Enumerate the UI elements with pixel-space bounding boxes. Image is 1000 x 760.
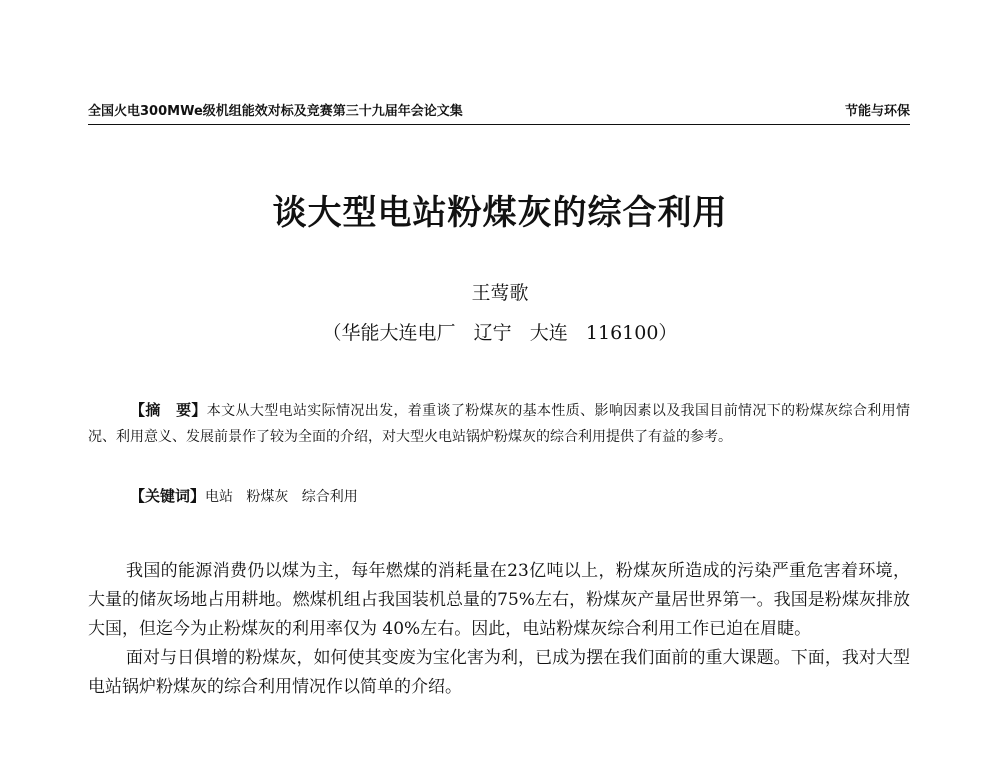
section-name: 节能与环保: [844, 104, 910, 119]
body-paragraph-1: 我国的能源消费仍以煤为主，每年燃煤的消耗量在23亿吨以上，粉煤灰所造成的污染严重危害着环境，大量的储灰场地占用耕地。燃煤机组占我国装机总量的75%左右，粉煤灰产量居世界第一。我国是粉煤灰排放大国，但迄今为止粉煤灰的利用率仅为 40%左右。因此，电站粉煤灰综合利用工作已迫在眉睫。: [88, 561, 910, 639]
abstract-label: 【摘 要】: [130, 401, 207, 419]
abstract-block: [88, 397, 910, 450]
author-affiliation: （华能大连电厂 辽宁 大连 116100）: [322, 322, 678, 344]
keywords-text: 电站 粉煤灰 综合利用: [205, 489, 358, 505]
running-header: [88, 102, 910, 125]
keywords-block: [130, 483, 358, 510]
paper-title: 谈大型电站粉煤灰的综合利用: [272, 193, 728, 233]
journal-title: 全国火电300MWe级机组能效对标及竞赛第三十九届年会论文集: [88, 104, 463, 119]
author-name: 王莺歌: [471, 282, 529, 304]
abstract-text: 本文从大型电站实际情况出发，着重谈了粉煤灰的基本性质、影响因素以及我国目前情况下的粉煤灰综合利用情况、利用意义、发展前景作了较为全面的介绍，对大型火电站锅炉粉煤灰的综合利用提供了有益的参考。: [88, 403, 910, 445]
body-text: [88, 557, 910, 702]
keywords-label: 【关键词】: [130, 487, 206, 505]
body-paragraph-2: 面对与日俱增的粉煤灰，如何使其变废为宝化害为利，已成为摆在我们面前的重大课题。下面，我对大型电站锅炉粉煤灰的综合利用情况作以简单的介绍。: [88, 648, 910, 697]
